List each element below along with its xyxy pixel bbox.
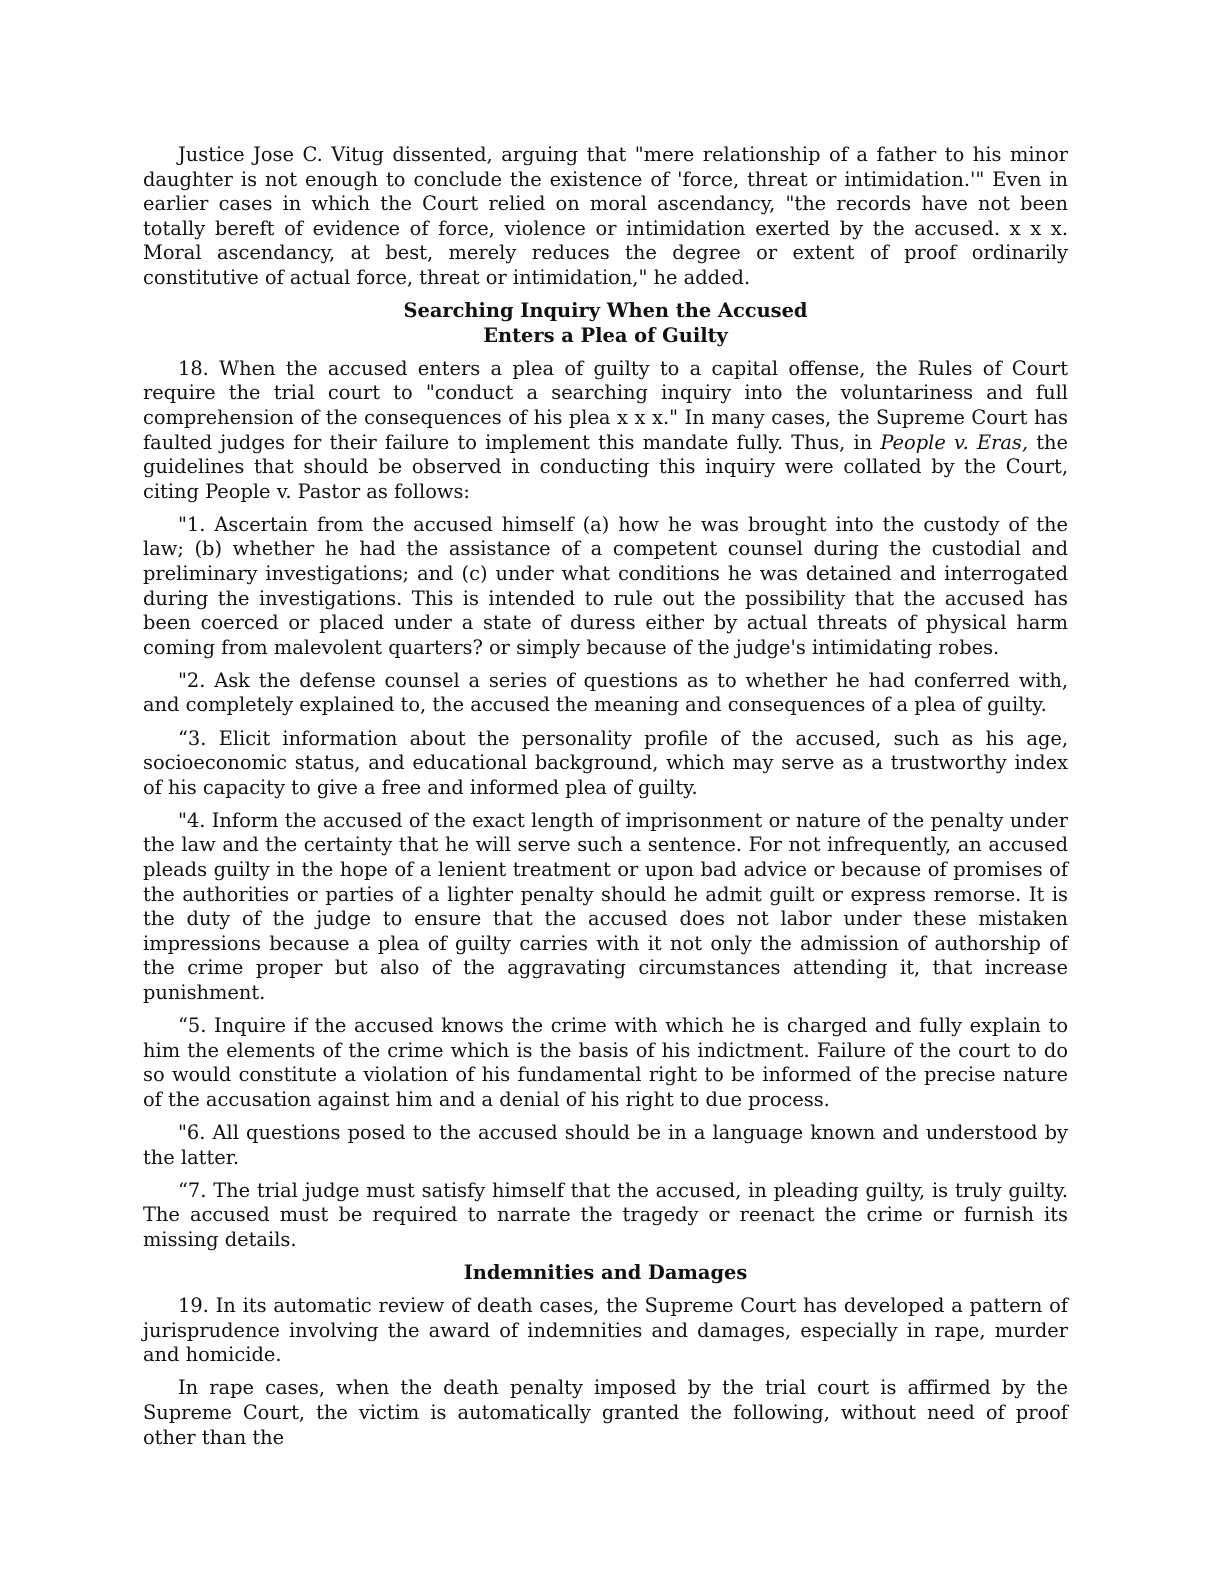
paragraph-18 xyxy=(143,357,1068,505)
guideline-3: “3. Elicit information about the personality profile of the accused, such as his age, socioeconomic status, and educational background, which may serve as a trustworthy index of his capacity to give a free and informed plea of guilty. xyxy=(143,726,1068,799)
guideline-1: "1. Ascertain from the accused himself (a) how he was brought into the custody of the law; (b) whether he had the assistance of a competent counsel during the custodial and preliminary investigations; and (c) under what conditions he was detained and interrogated during the investigations. This is intended to rule out the possibility that the accused has been coerced or placed under a state of duress either by actual threats of physical harm coming from malevolent quarters? or simply because of the judge's intimidating robes. xyxy=(143,512,1068,659)
guideline-2: "2. Ask the defense counsel a series of questions as to whether he had conferred with, and completely explained to, the accused the meaning and consequences of a plea of guilty. xyxy=(143,668,1068,717)
paragraph-18-text-a: 18. When the accused enters a plea of guilty to a capital offense, the Rules of Court require the trial court to "conduct a searching inquiry into the voluntariness and full comprehension of the consequences of his plea x x x." In many cases, the Supreme Court has faulted judges for their failure to implement this mandate fully. Thus, in xyxy=(143,356,1068,454)
section-heading-line-1: Searching Inquiry When the Accused xyxy=(403,299,808,323)
guideline-6: "6. All questions posed to the accused should be in a language known and understood by the latter. xyxy=(143,1120,1068,1169)
guideline-4: "4. Inform the accused of the exact length of imprisonment or nature of the penalty under the law and the certainty that he will serve such a sentence. For not infrequently, an accused pleads guilty in the hope of a lenient treatment or upon bad advice or because of promises of the authorities or parties of a lighter penalty should he admit guilt or express remorse. It is the duty of the judge to ensure that the accused does not labor under these mistaken impressions because a plea of guilty carries with it not only the admission of authorship of the crime proper but also of the aggravating circumstances attending it, that increase punishment. xyxy=(143,808,1068,1004)
guideline-7: “7. The trial judge must satisfy himself that the accused, in pleading guilty, is truly guilty. The accused must be required to narrate the tragedy or reenact the crime or furnish its missing details. xyxy=(143,1178,1068,1251)
section-heading-line-2: Enters a Plea of Guilty xyxy=(483,323,728,347)
paragraph-vitug-dissent: Justice Jose C. Vitug dissented, arguing that "mere relationship of a father to his minor daughter is not enough to conclude the existence of 'force, threat or intimidation.'" Even in earlier cases in which the Court relied on moral ascendancy, "the records have not been totally bereft of evidence of force, violence or intimidation exerted by the accused. x x x. Moral ascendancy, at best, merely reduces the degree or extent of proof ordinarily constitutive of actual force, threat or intimidation," he added. xyxy=(143,143,1068,289)
paragraph-19: 19. In its automatic review of death cases, the Supreme Court has developed a pattern of jurisprudence involving the award of indemnities and damages, especially in rape, murder and homicide. xyxy=(143,1294,1068,1367)
paragraph-rape-cases: In rape cases, when the death penalty imposed by the trial court is affirmed by the Supreme Court, the victim is automatically granted the following, without need of proof other than the xyxy=(143,1376,1068,1449)
case-citation-italic: People v. Eras, xyxy=(880,430,1029,454)
paragraph-18-text-b: the guidelines that should be observed in conducting this inquiry were collated by the Court, citing People v. Pastor as follows: xyxy=(143,430,1068,503)
guideline-5: “5. Inquire if the accused knows the crime with which he is charged and fully explain to him the elements of the crime which is the basis of his indictment. Failure of the court to do so would constitute a violation of his fundamental right to be informed of the precise nature of the accusation against him and a denial of his right to due process. xyxy=(143,1014,1068,1111)
section-heading-indemnities: Indemnities and Damages xyxy=(463,1260,748,1284)
